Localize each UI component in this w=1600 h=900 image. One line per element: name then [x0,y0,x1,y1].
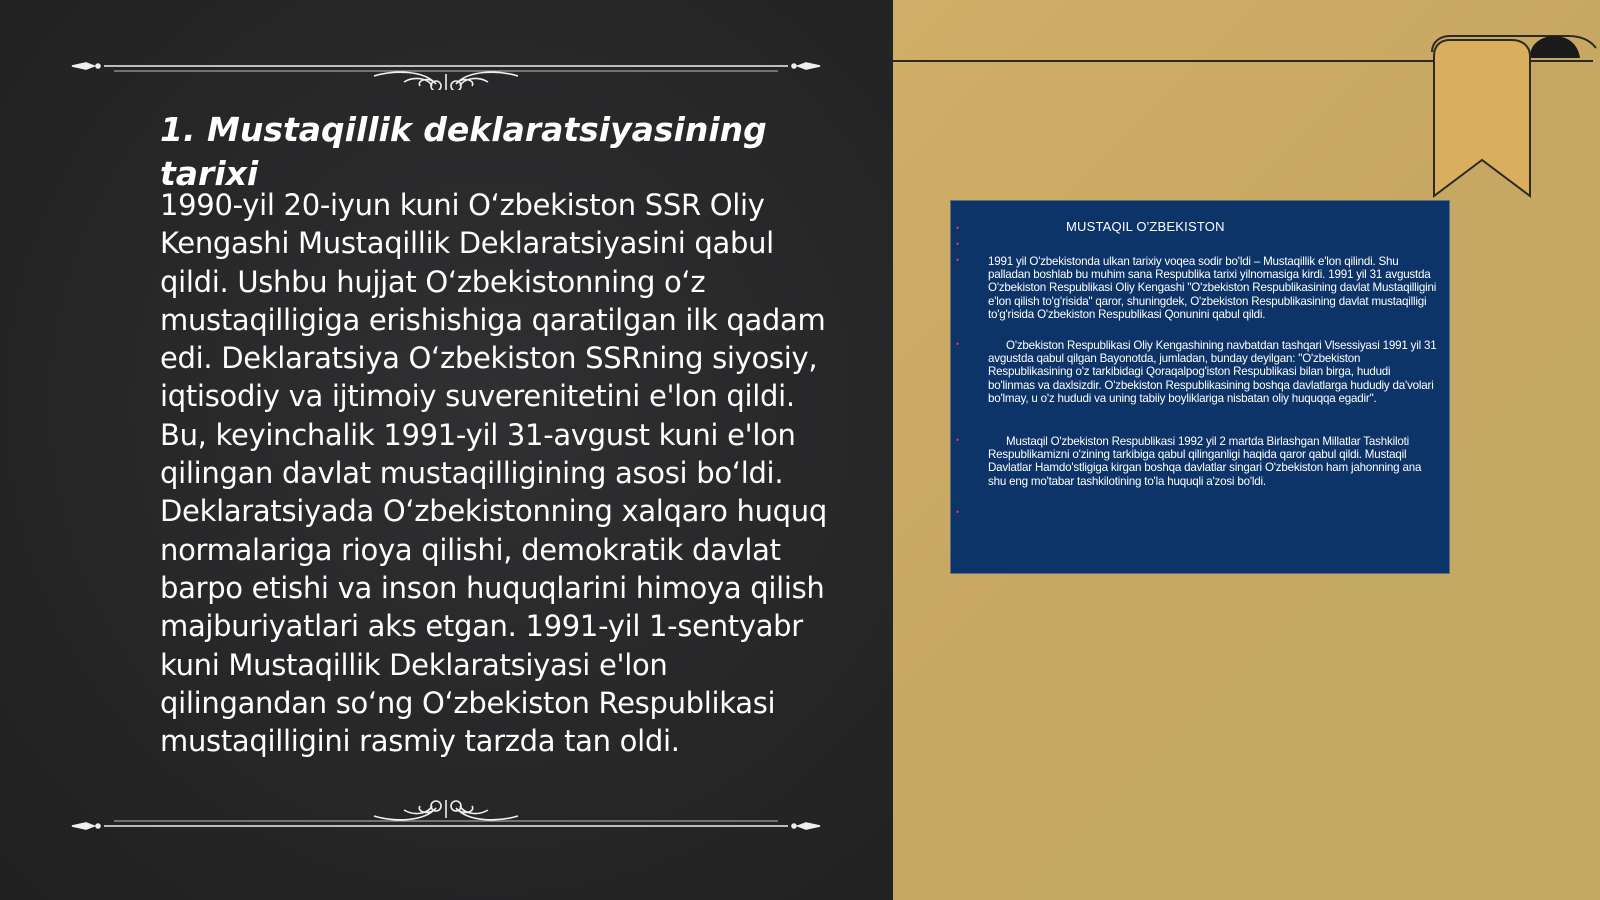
bullet-marker: • [956,223,960,233]
embedded-slide-image [950,200,1450,574]
bullet-marker: • [956,339,960,349]
embedded-paragraph: Mustaqil O'zbekiston Respublikasi 1992 yil 2 martda Birlashgan Millatlar Tashkiloti Respublikamizni o'zining tarkibiga qabul qilinganligi haqida qaror qabul qildi. Mustaqil Davlatlar Hamdo'stligiga kirgan boshqa davlatlar singari O'zbekiston ham jahonning ana shu eng mo'tabar tashkilotining to'la huquqli a'zosi bo'ldi. [988,435,1422,488]
embedded-paragraph: 1991 yil O'zbekistonda ulkan tarixiy voqea sodir bo'ldi – Mustaqillik e'lon qilindi. Shu palladan boshlab bu muhim sana Respublika tarixi yilnomasiga kirdi. 1991 yil 31 avgustda O'zbekiston Respublikasi Oliy Kengashi "O'zbekiston Respublikasining davlat Mustaqilligini e'lon qilish to'g'risida" qaror, shuningdek, O'zbekiston Respublikasining davlat mustaqilligi to'g'risida O'zbekiston Respublikasi Qonunini qabul qildi. [988,255,1437,321]
bookmark-ribbon-icon [1430,34,1600,200]
bullet-marker: • [956,255,960,265]
bullet-marker: • [956,435,960,445]
embedded-paragraph: O'zbekiston Respublikasi Oliy Kengashining navbatdan tashqari Vlsessiyasi 1991 yil 31 avgustda qabul qilgan Bayonotda, jumladan, bunday deyilgan: "O'zbekiston Respublikasining o'z tarkibidagi Qoraqalpog'iston Respublikasi bilan birga, hududi bo'linmas va daxlsizdir. O'zbekiston Respublikasining boshqa davlatlarga hududiy da'volari bo'lmay, u o'z hududi va uning tabiiy boyliklariga nisbatan oliy huquqqa egadir". [988,339,1437,405]
bullet-marker: • [956,507,960,517]
bullet-marker: • [956,239,960,249]
ornamental-frame-top [64,40,828,90]
slide-body-text: 1990-yil 20-iyun kuni O‘zbekiston SSR Oliy Kengashi Mustaqillik Deklaratsiyasini qabul qildi. Ushbu hujjat O‘zbekistonning o‘z mustaqilligiga erishishiga qaratilgan ilk qadam edi. Deklaratsiya O‘zbekiston SSRning siyosiy, iqtisodiy va ijtimoiy suverenitetini e'lon qildi. Bu, keyinchalik 1991-yil 31-avgust kuni e'lon qilingan davlat mustaqilligining asosi bo‘ldi. Deklaratsiyada O‘zbekistonning xalqaro huquq normalariga rioya qilishi, demokratik davlat barpo etishi va inson huquqlarini himoya qilish majburiyatlari aks etgan. 1991-yil 1-sentyabr kuni Mustaqillik Deklaratsiyasi e'lon qilingandan so‘ng O‘zbekiston Respublikasi mustaqilligini rasmiy tarzda tan oldi. [160,188,827,759]
ornamental-frame-bottom [64,782,828,832]
embedded-heading: MUSTAQIL O'ZBEKISTON [1066,219,1225,234]
slide-title: 1. Mustaqillik deklaratsiyasining tarixi [160,110,767,193]
